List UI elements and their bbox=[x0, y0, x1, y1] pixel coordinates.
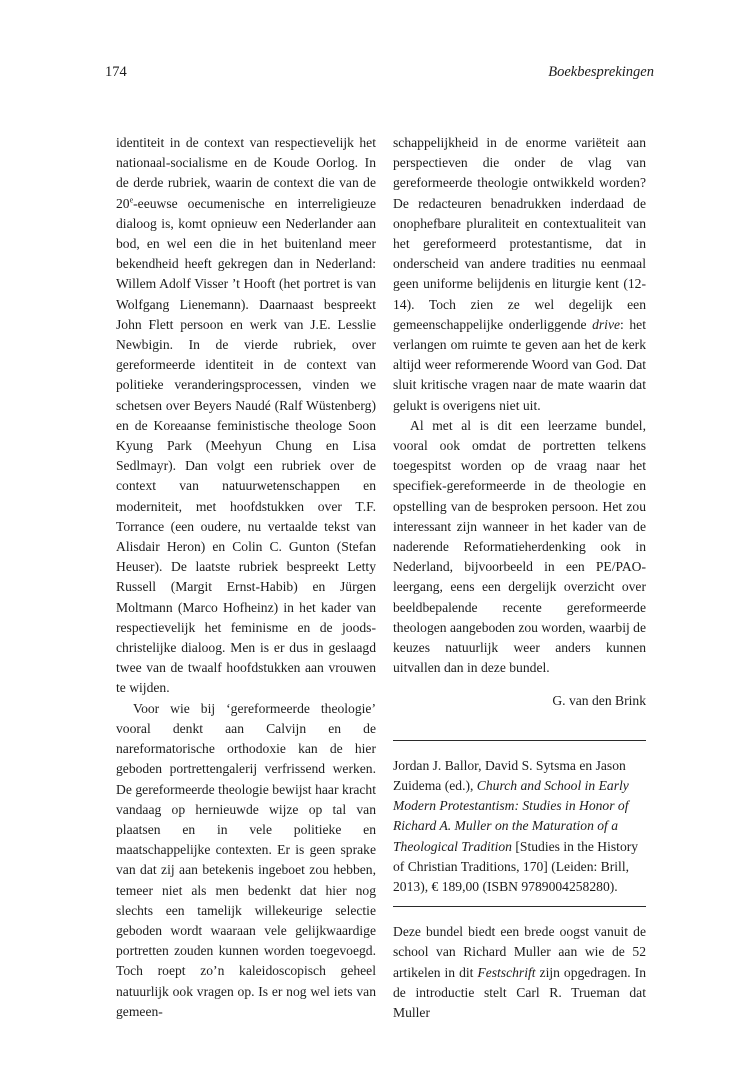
left-paragraph-1 bbox=[116, 133, 376, 699]
right-paragraph-1 bbox=[393, 133, 646, 416]
right-paragraph-3-text-a: Deze bundel biedt een brede oogst vanuit de school van Richard Muller aan wie de 52 artikelen in dit bbox=[393, 924, 646, 980]
superscript-e: e bbox=[129, 195, 134, 205]
left-paragraph-1-text-b: -eeuwse oecumenische en interreligieuze dialoog is, komt opnieuw een Nederlander aan bod, en wel een die in het buitenland meer bekendheid heeft gekregen dan in Nederland: Willem Adolf Visser ’t Hooft (het portret is van Wolfgang Lienemann). Daarnaast bespreekt John Flett persoon en werk van J.E. Lesslie Newbigin. In de vierde rubriek, over gereformeerde identiteit in de context van politieke veranderingsprocessen, vinden we schetsen over Beyers Naudé (Ralf Wüstenberg) en de Koreaanse feministische theologe Soon Kyung Park (Meehyun Chung en Lisa Sedlmayr). Dan volgt een rubriek over de context van natuurwetenschappen en moderniteit, met hoofdstukken over T.F. Torrance (een oudere, nu vertaalde tekst van Alisdair Heron) en Colin C. Gunton (Stefan Heuser). De laatste rubriek bespreekt Letty Russell (Margit Ernst-Habib) en Jürgen Moltmann (Marco Hofheinz) in het kader van respectievelijk het feminisme en de joods-christelijke dialoog. Men is er dus in geslaagd twee van de twaalf hoofdstukken aan vrouwen te wijden. bbox=[116, 195, 376, 696]
biblio-details: [Studies in the History of Christian Traditions, 170] (Leiden: Brill, 2013), € 189,00 (ISBN 9789004258280). bbox=[393, 838, 639, 894]
bibliographic-entry bbox=[393, 756, 646, 897]
biblio-title: Church and School in Early Modern Protestantism: Studies in Honor of Richard A. Muller on the Maturation of a Theological Tradition bbox=[393, 777, 629, 854]
right-paragraph-2: Al met al is dit een leerzame bundel, vooral ook omdat de portretten telkens toegespitst worden op de vraag naar het specifiek-gereformeerde in de theologie en opstelling van de besproken persoon. Het zou interessant zijn wanneer in het kader van de naderende Reformatieherdenking ook in Nederland, bijvoorbeeld in een PE/PAO-leergang, eens een dergelijk overzicht over beeldbepalende recente gereformeerde theologen aangeboden zou worden, waarbij de keuzes natuurlijk weer anders kunnen uitvallen dan in deze bundel. bbox=[393, 417, 646, 676]
italic-drive: drive bbox=[592, 316, 621, 332]
reviewer-signature: G. van den Brink bbox=[552, 693, 646, 709]
left-paragraph-2: Voor wie bij ‘gereformeerde theologie’ vooral denkt aan Calvijn en de nareformatorische orthodoxie kan de hier geboden portrettengalerij verfrissend werken. De gereformeerde theologie bewijst haar kracht vandaag op hernieuwde wijze op tal van plaatsen en in vele politieke en maatschappelijke contexten. Er is geen sprake van dat zij aan betekenis ingeboet zou hebben, temeer niet als men bedenkt dat hier nog slechts een tamelijk willekeurige selectie geboden wordt waaraan vele gelijkwaardige portretten zouden kunnen worden toegevoegd. Toch roept zo’n kaleidoscopisch geheel natuurlijk ook vragen op. Is er nog wel iets van gemeen- bbox=[116, 700, 376, 1019]
italic-festschrift: Festschrift bbox=[477, 964, 536, 980]
biblio-authors: Jordan J. Ballor, David S. Sytsma en Jason Zuidema (ed.), bbox=[393, 757, 626, 793]
right-paragraph-1-text-b: : het verlangen om ruimte te geven aan het de kerk altijd weer reformerende Woord van God. Dat sluit kritische vragen naar de mate waarin dat gelukt is overigens niet uit. bbox=[393, 316, 646, 413]
right-paragraph-3-text-b: zijn opgedragen. In de introductie stelt Carl R. Trueman dat Muller bbox=[393, 964, 646, 1020]
section-divider-bottom bbox=[393, 906, 646, 907]
right-paragraph-3 bbox=[393, 922, 646, 1023]
running-head: Boekbesprekingen bbox=[548, 64, 654, 80]
left-paragraph-1-text-a: identiteit in de context van respectievelijk het nationaal-socialisme en de Koude Oorlog. In de derde rubriek, waarin de context die van de 20 bbox=[116, 135, 376, 211]
right-column bbox=[393, 133, 646, 1023]
page-number: 174 bbox=[105, 64, 127, 80]
left-column bbox=[116, 133, 376, 1022]
right-paragraph-1-text-a: schappelijkheid in de enorme variëteit aan perspectieven die onder de vlag van gereformeerde theologie ontwikkeld worden? De redacteuren benadrukken inderdaad de onophefbare pluraliteit en contextualiteit van het gereformeerd protestantisme, dat in onderscheid van andere tradities nu eenmaal geen uniforme belijdenis en liturgie kent (12-14). Toch zien ze wel degelijk een gemeenschappelijke onderliggende bbox=[393, 135, 646, 332]
section-divider-top bbox=[393, 740, 646, 741]
